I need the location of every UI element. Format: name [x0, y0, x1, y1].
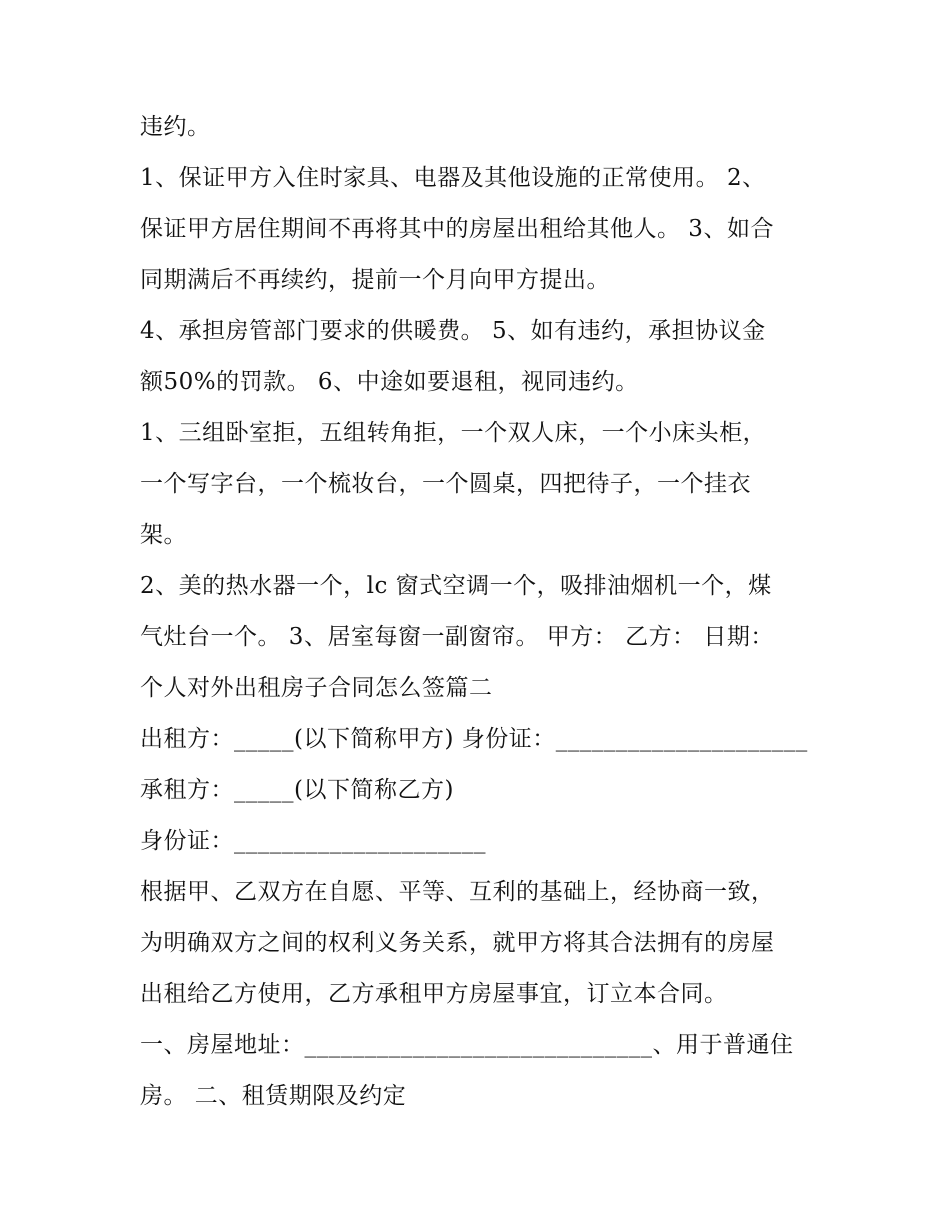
- text-line: 出租给乙方使用，乙方承租甲方房屋事宜，订立本合同。: [140, 981, 728, 1007]
- text-line: 气灶台一个。 3、居室每窗一副窗帘。 甲方： 乙方： 日期：: [140, 624, 774, 650]
- text-line: 2、美的热水器一个，lc 窗式空调一个，吸排油烟机一个，煤: [140, 573, 772, 599]
- section-heading: 个人对外出租房子合同怎么签篇二: [140, 675, 493, 701]
- text-line: 架。: [140, 522, 187, 548]
- document-body: [140, 102, 820, 1122]
- text-line: 根据甲、乙双方在自愿、平等、互利的基础上，经协商一致，: [140, 879, 775, 905]
- lessor-field: 出租方：_____(以下简称甲方) 身份证：_____________________: [140, 726, 808, 752]
- address-field: 一、房屋地址：_____________________________、用于普通住: [140, 1032, 794, 1058]
- text-line: 保证甲方居住期间不再将其中的房屋出租给其他人。 3、如合: [140, 216, 774, 242]
- lessee-field: 承租方：_____(以下简称乙方): [140, 777, 454, 803]
- text-line: 房。 二、租赁期限及约定: [140, 1083, 407, 1109]
- id-card-field: 身份证：_____________________: [140, 828, 486, 854]
- text-line: 违约。: [140, 114, 211, 140]
- text-line: 一个写字台，一个梳妆台，一个圆桌，四把待子，一个挂衣: [140, 471, 751, 497]
- text-line: 为明确双方之间的权利义务关系，就甲方将其合法拥有的房屋: [140, 930, 775, 956]
- text-line: 4、承担房管部门要求的供暖费。 5、如有违约，承担协议金: [140, 318, 766, 344]
- text-line: 1、三组卧室拒，五组转角拒，一个双人床，一个小床头柜，: [140, 420, 767, 446]
- text-line: 额50%的罚款。 6、中途如要退租，视同违约。: [140, 369, 639, 395]
- text-line: 1、保证甲方入住时家具、电器及其他设施的正常使用。 2、: [140, 165, 766, 191]
- text-line: 同期满后不再续约，提前一个月向甲方提出。: [140, 267, 610, 293]
